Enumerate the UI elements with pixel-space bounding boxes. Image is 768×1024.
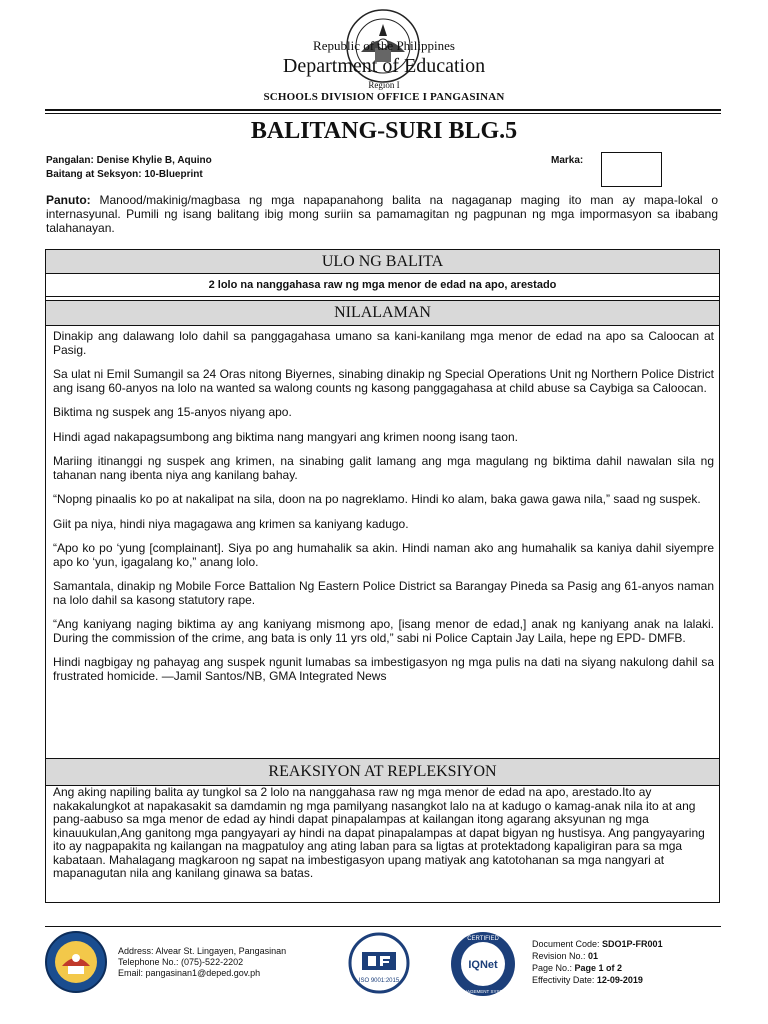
address-label: Address:: [118, 946, 154, 956]
email-value: pangasinan1@deped.gov.ph: [143, 968, 261, 978]
content-paragraph: Sa ulat ni Emil Sumangil sa 24 Oras nitong Biyernes, sinabing dinakip ng Special Operations Unit ng Northern Police District ang isang 60-anyos na lolo na wanted sa walong counts ng kasong panggagahasa at child abuse sa Caybiga sa Caloocan.: [53, 367, 714, 395]
management-system-text: MANAGEMENT SYSTEM: [457, 989, 509, 994]
news-headline: 2 lolo na nanggahasa raw ng mga menor de edad na apo, arestado: [46, 274, 719, 297]
instructions-text: Manood/makinig/magbasa ng mga napapanahong balita na nagaganap maging ito man ay mapa-lokal o internasyunal. Pumili ng isang balitang ibig mong suriin sa pamamagitan ng pagpunan ng mga impormasyon sa ibabang talahanayan.: [46, 193, 718, 235]
content-paragraph: “Nopng pinaalis ko po at nakalipat na sila, doon na po nagreklamo. Hindi ko alam, baka gawa gawa nila,” saad ng suspek.: [53, 492, 701, 506]
content-section-title: NILALAMAN: [46, 300, 719, 326]
telephone-value: (075)-522-2202: [178, 957, 244, 967]
content-paragraph: Dinakip ang dalawang lolo dahil sa panggagahasa umano sa kani-kanilang mga menor de edad na apo sa Caloocan at Pasig.: [53, 329, 714, 357]
division-office: SCHOOLS DIVISION OFFICE I PANGASINAN: [263, 91, 505, 103]
header-divider: [45, 109, 721, 114]
student-name: Pangalan: Denise Khylie B, Aquino: [46, 155, 212, 166]
document-control-info: [532, 938, 663, 986]
telephone-label: Telephone No.:: [118, 957, 179, 967]
instructions-label: Panuto:: [46, 193, 91, 207]
region-text: Region I: [368, 80, 400, 90]
revision-label: Revision No.:: [532, 951, 589, 961]
effectivity-label: Effectivity Date:: [532, 975, 597, 985]
content-paragraph: Giit pa niya, hindi niya magagawa ang krimen sa kaniyang kadugo.: [53, 516, 409, 531]
page-value: Page 1 of 2: [574, 963, 623, 973]
news-content: [53, 330, 714, 694]
marka-label: Marka:: [551, 155, 584, 166]
sdo-pangasinan-seal-logo: [44, 930, 108, 994]
footer-divider: [45, 926, 721, 927]
revision-value: 01: [588, 951, 599, 961]
news-analysis-table: [45, 249, 720, 903]
republic-text: Republic of the Philippines: [313, 38, 455, 53]
doc-code-label: Document Code:: [532, 939, 603, 949]
email-label: Email:: [118, 968, 144, 978]
address-value: Alvear St. Lingayen, Pangasinan: [153, 946, 287, 956]
content-paragraph: Hindi agad nakapagsumbong ang biktima nang mangyari ang krimen noong isang taon.: [53, 429, 518, 444]
content-paragraph: Samantala, dinakip ng Mobile Force Battalion Ng Eastern Police District sa Barangay Pineda sa Pasig ang 61-anyos naman na lolo dahil sa kasong statutory rape.: [53, 579, 714, 607]
doc-code-value: SDO1P-FR001: [602, 939, 663, 949]
content-paragraph: Biktima ng suspek ang 15-anyos niyang apo.: [53, 405, 292, 419]
department-name: Department of Education: [282, 55, 486, 77]
reaction-text: Ang aking napiling balita ay tungkol sa 2 lolo na nanggahasa raw ng mga menor de edad na apo, arestado.Ito ay nakakalungkot at napakasakit sa damdamin ng mga pamilyang nasangkot lalo na at kadugo o kamag-anak nila ito at ang pang-aabuso sa mga menor de edad ay hindi dapat pinapalampas at kailangan itong agarang aksyunan ng mga kinauukulan,Ang ganitong mga pangyayari ay hindi na dapat pinapalampas at dapat bigyan ng hustisya. Ang pangyayaring ito ay nagpapakita ng kailangan na magpatuloy ang ating laban para sa ligtas at protektadong kapaligiran para sa mga kabataan. Mahalagang magkaroon ng sapat na imbestigasyon upang matiyak ang katotohanan sa mga nangyari at mapanagutan nila ang kanilang ginawa sa batas.: [53, 785, 705, 880]
content-paragraph: “Apo ko po ‘yung [complainant]. Siya po ang humahalik sa akin. Hindi naman ako ang humahalik sa kaniya dahil siyempre apo ko ‘yun, igagalang ko,” anang lolo.: [53, 541, 714, 569]
marka-score-box[interactable]: [601, 152, 662, 187]
document-title: BALITANG-SURI BLG.5: [250, 118, 518, 144]
effectivity-value: 12-09-2019: [596, 975, 643, 985]
content-paragraph: “Ang kaniyang naging biktima ay ang kaniyang mismong apo, [isang menor de edad,] anak ng kaniyang anak na lalaki. During the commission of the crime, ang bata is only 11 yrs old,” sabi ni Police Captain Jay Laila, hepe ng EPD- DMFB.: [53, 617, 714, 645]
reaction-section-title: REAKSIYON AT REPLEKSIYON: [46, 758, 719, 786]
page-label: Page No.:: [532, 963, 575, 973]
certified-text: CERTIFIED: [467, 936, 499, 942]
headline-section-title: ULO NG BALITA: [46, 250, 719, 274]
content-paragraph: Mariing itinanggi ng suspek ang krimen, na sinabing galit lamang ang mga magulang ng biktima dahil nawalan sila ng tahanan nang ibenta niya ang kanilang bahay.: [53, 454, 714, 482]
grade-section: Baitang at Seksyon: 10-Blueprint: [46, 169, 203, 180]
instructions: [46, 193, 718, 235]
iqnet-certification-icon: [449, 930, 517, 998]
iso-certification-icon: [348, 932, 410, 994]
iso-logo-text: ISO 9001:2015: [358, 978, 400, 984]
footer-contact: [118, 946, 286, 979]
iqnet-text: IQNet: [468, 959, 498, 971]
content-paragraph: Hindi nagbigay ng pahayag ang suspek ngunit lumabas sa imbestigasyon ng mga pulis na dati na siyang nakulong dahil sa frustrated homicide. —Jamil Santos/NB, GMA Integrated News: [53, 655, 714, 683]
